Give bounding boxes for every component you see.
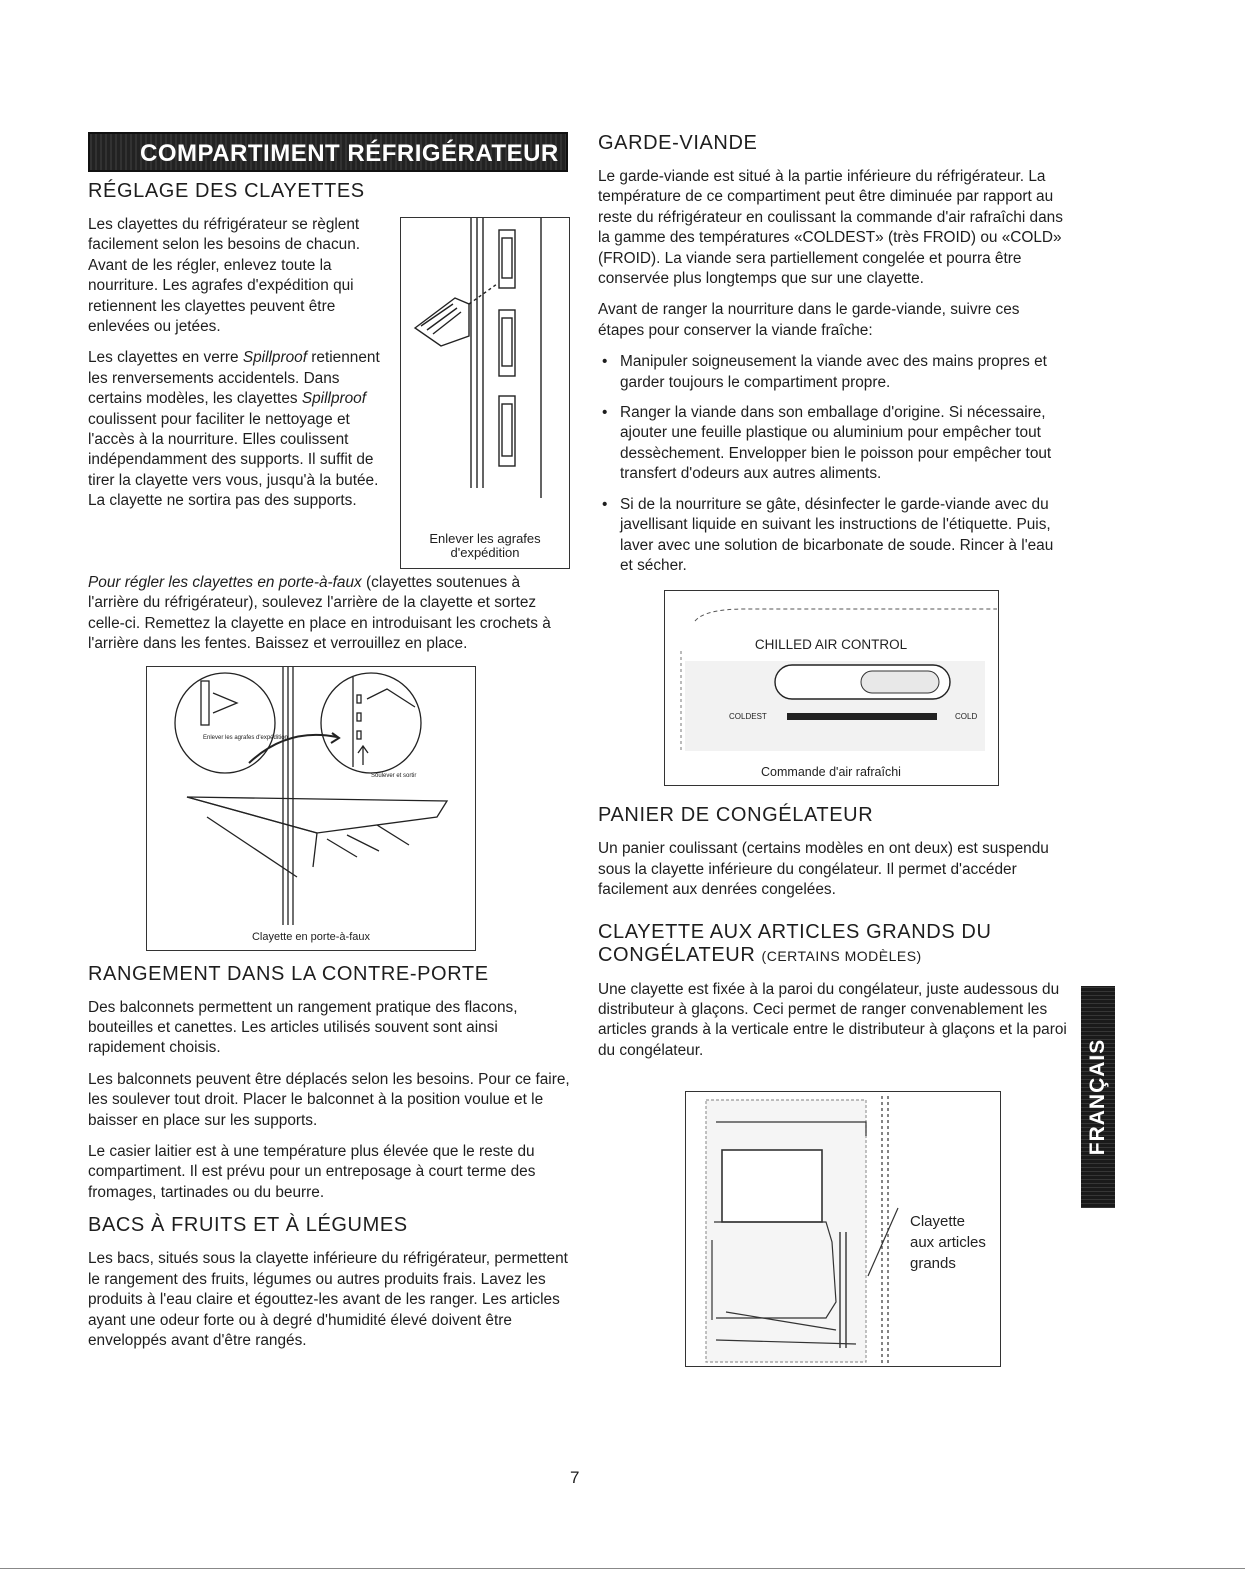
section-banner: COMPARTIMENT RÉFRIGÉRATEUR <box>88 132 568 172</box>
bullet-item: • Si de la nourriture se gâte, désinfecter le garde-viande avec du javellisant liquide en suivant les instructions de l'étiquette. Puis, laver avec une solution de bicarbonate de soude. Rincer à l'eau et sécher. <box>598 495 1068 577</box>
cantilever-shelf-illustration <box>147 667 475 925</box>
italic-lead: Pour régler les clayettes en porte-à-faux <box>88 574 362 591</box>
heading-line: CONGÉLATEUR <box>598 943 756 966</box>
heading-line: CLAYETTE AUX ARTICLES GRANDS DU <box>598 920 992 943</box>
chilled-air-caption: Commande d'air rafraîchi <box>761 765 901 780</box>
shelf-adjust-paragraph-1: Les clayettes du réfrigérateur se règlent facilement selon les besoins de chacun. Avant de les régler, enlevez toute la nourriture. Les agrafes d'expédition qui retiennent les clayettes peuvent être enlevées ou jetées. <box>88 216 361 336</box>
heading-freezer-basket: PANIER DE CONGÉLATEUR <box>598 804 874 827</box>
callout-left: Enlever les agrafes d'expédition <box>203 734 288 741</box>
left-column <box>88 132 570 1362</box>
tall-items-paragraph-1: Une clayette est fixée à la paroi du congélateur, juste audessous du distributeur à glaçons. Ceci permet de ranger convenablement les articles grands à la verticale entre le distributeur à glaçons et la paroi du congélateur. <box>598 980 1067 1059</box>
heading-crispers: BACS À FRUITS ET À LÉGUMES <box>88 1214 408 1237</box>
brand-name: Spillproof <box>242 349 308 367</box>
chilled-air-control-illustration <box>665 591 998 785</box>
bullet-item: • Ranger la viande dans son emballage d'origine. Si nécessaire, ajouter une feuille plastique ou aluminium pour empêcher tout dessèchement. Envelopper bien le poisson pour empêcher tout transfert d'odeurs aux autres aliments. <box>598 403 1068 485</box>
bullet-item: • Manipuler soigneusement la viande avec des mains propres et garder toujours le compartiment propre. <box>598 352 1068 393</box>
text-fragment: Les clayettes en verre <box>88 349 243 367</box>
text-fragment: (clayettes soutenues à l'arrière du réfrigérateur), soulevez l'arrière de la clayette et sortez celle-ci. Remettez la clayette en place en introduisant les crochets à l'arrière dans les fentes. Baissez et verrouillez en place. <box>88 574 551 653</box>
door-storage-paragraph-1: Des balconnets permettent un rangement pratique des flacons, bouteilles et canettes. Les articles utilisés souvent sont ainsi rapidement choisis. <box>88 998 518 1057</box>
cold-label: COLD <box>955 712 978 722</box>
heading-tall-items-shelf <box>598 921 1068 968</box>
heading-meat-keeper: GARDE-VIANDE <box>598 132 758 154</box>
tall-items-shelf-figure <box>685 1091 1001 1367</box>
callout-right: Soulever et sortir <box>371 772 417 779</box>
heading-shelf-adjust: RÉGLAGE DES CLAYETTES <box>88 180 365 202</box>
shipping-clips-caption: Enlever les agrafes d'expédition <box>429 531 541 560</box>
chilled-air-control-figure <box>664 590 999 786</box>
page-bottom-edge <box>0 1568 1245 1569</box>
text-fragment: retiennent les renversements accidentels. Dans certains modèles, les clayettes <box>88 349 380 408</box>
heading-qualifier: (CERTAINS MODÈLES) <box>761 947 922 964</box>
shipping-clips-illustration <box>401 218 569 518</box>
heading-door-storage: RANGEMENT DANS LA CONTRE-PORTE <box>88 962 489 985</box>
tall-shelf-label-line3: grands <box>910 1255 956 1273</box>
shipping-clips-figure <box>400 217 570 569</box>
cantilever-shelf-caption: Clayette en porte-à-faux <box>251 930 370 943</box>
meat-keeper-bullets <box>598 352 1068 576</box>
language-side-tab <box>1081 986 1115 1208</box>
language-tab-label: FRANÇAIS <box>1086 1038 1109 1156</box>
tall-items-shelf-illustration <box>686 1092 1000 1366</box>
cantilever-shelf-figure <box>146 666 476 951</box>
control-title: CHILLED AIR CONTROL <box>754 637 908 653</box>
brand-name: Spillproof <box>301 390 367 408</box>
door-storage-paragraph-2: Les balconnets peuvent être déplacés selon les besoins. Pour ce faire, les soulever tout droit. Placer le balconnet à la position voulue et le baisser en place sur les supports. <box>88 1070 570 1129</box>
tall-shelf-label-line1: Clayette <box>910 1213 966 1231</box>
tall-shelf-label-line2: aux articles <box>910 1234 986 1252</box>
page-number: 7 <box>570 1468 580 1487</box>
text-fragment: coulissent pour faciliter le nettoyage et l'accès à la nourriture. Elles coulissent indépendamment des supports. Il suffit de tirer la clayette vers vous, jusqu'à la butée. La clayette ne sortira pas des supports. <box>88 410 379 510</box>
door-storage-paragraph-3: Le casier laitier est à une température plus élevée que le reste du compartiment. Il est prévu pour un entreposage à court terme des fromages, tartinades ou du beurre. <box>88 1143 536 1201</box>
shelf-adjust-paragraph-3 <box>88 573 570 655</box>
right-column <box>598 132 1068 1367</box>
freezer-basket-paragraph-1: Un panier coulissant (certains modèles en ont deux) est suspendu sous la clayette inférieure du congélateur. Il permet d'accéder facilement aux denrées congelées. <box>598 840 1049 899</box>
coldest-label: COLDEST <box>729 712 767 722</box>
crispers-paragraph-1: Les bacs, situés sous la clayette inférieure du réfrigérateur, permettent le rangement des fruits, légumes ou autres produits frais. Lavez les produits à l'eau claire et égouttez-les avant de les ranger. Les articles ayant une odeur forte ou à degré d'humidité élevé doivent être enveloppés avant d'être rangés. <box>88 1250 568 1349</box>
meat-keeper-paragraph-2: Avant de ranger la nourriture dans le garde-viande, suivre ces étapes pour conserver la viande fraîche: <box>598 301 1020 339</box>
meat-keeper-paragraph-1: Le garde-viande est situé à la partie inférieure du réfrigérateur. La température de ce compartiment peut être diminuée par rapport au reste du réfrigérateur en coulissant la commande d'air rafraîchi dans la gamme des températures «COLDEST» (très FROID) ou «COLD» (FROID). La viande sera partiellement congelée et pourra être conservée plus longtemps que sur une clayette. <box>598 168 1063 288</box>
